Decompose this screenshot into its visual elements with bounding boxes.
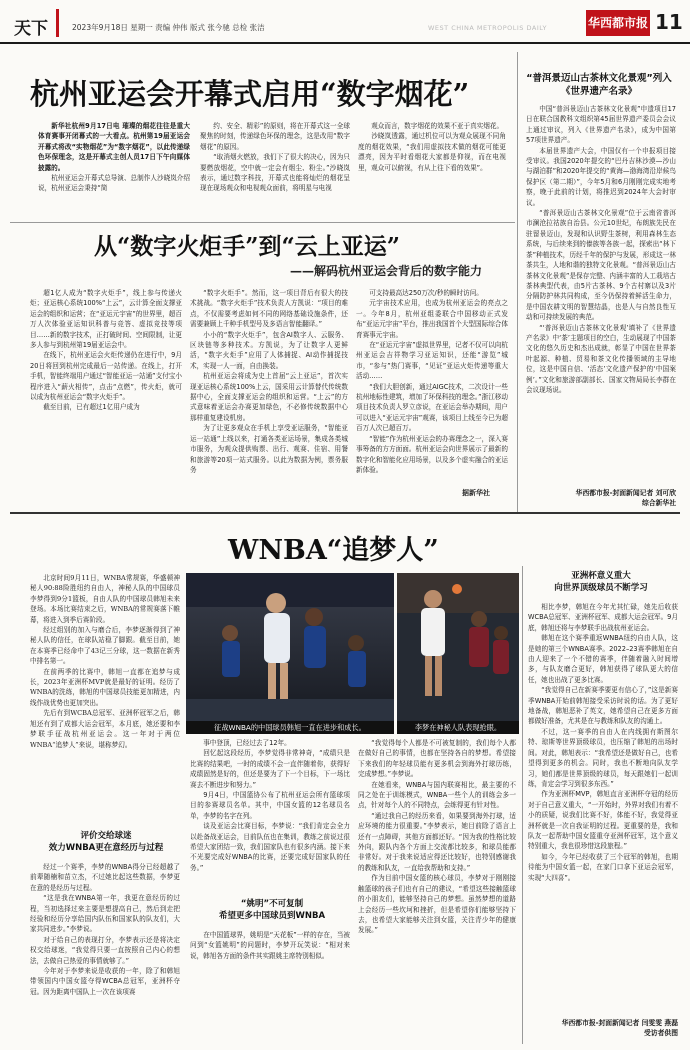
paragraph: 新华社杭州9月17日电 璀璨的烟花往往是重大体育赛事开闭幕式的一大看点。杭州第19届亚运会开幕式将改“实物烟花”为“数字烟花”，以此传递绿色环保理念，这是开幕式主创人员17日下午向媒体披露的。 — [38, 122, 190, 172]
paragraph: 杭州亚运会将成为史上首届“云上亚运”，首次实现亚运核心系统100%上云，国采用云计算替代传统数据中心，全面支撑亚运会的组织和运营。“上云”的方式意味着亚运会办赛更加绿色，不必修传统数据中心那样重复建设机房。 — [190, 372, 348, 422]
caption-han-xu: 征战WNBA的中国球员韩旭一直在进步和成长。 — [186, 721, 394, 734]
paragraph: “我觉得自己在新赛季要更有信心了，”这是新赛季WNBA开始前韩旭接受采访时说的话。为了更好地备战，韩旭恶补了英文，她希望自己在更多方面都做好准备，尤其是在与教练和队友的沟通上。 — [528, 686, 678, 726]
paragraph: 本届世界遗产大会，中国仅有一个申报项目接受审议。我国2020年提交的“巴丹吉林沙漠—沙山与湖泊群”和2020年提交的“黄海—渤海湾沿岸候鸟保护区（第二期）”，今年5月和6月刚刚完成实地考察，晚于此前的计划，将推迟到2024年大会时审议。 — [526, 146, 676, 207]
date-line: 2023年9月18日 星期一 责编 仲伟 版式 张今驰 总检 张洁 — [72, 23, 265, 32]
heritage-body — [526, 104, 676, 484]
smoke-col2 — [200, 121, 350, 219]
torch-col2 — [190, 288, 348, 498]
wnba-col-b2 — [190, 930, 350, 1040]
smoke-col1 — [38, 121, 190, 219]
torch-col3 — [356, 288, 508, 486]
paragraph: 北京时间9月11日，WNBA常规赛，华盛顿神秘人90:88险胜纽约自由人，神秘人队的中国球员李梦得到9分1篮板，自由人队的中国球员韩旭未来登场。本场比赛结束之后，WNBA的常规赛落下帷幕，将进入到季后赛阶段。 — [30, 574, 180, 624]
paragraph: 事中登顶，已经过去了12年。 — [203, 739, 291, 747]
paragraph: 小小的“数字火炬手”，包含AI数字人、云服务、区块链等多种技术。方凯说，为了让数字人更鲜活，“数字火炬手”应用了人体捕捉、AI动作捕捉技术，实现一人一面，自由换装。 — [190, 330, 348, 370]
paragraph: 回忆起这段经历，李梦觉得非常神奇，“成绩只是比赛的结果吧，一时的成绩不会一直伴随着你，获得好成绩固然是好的，但还是要为了下一个目标，下一场比赛去不断进步和努力。” — [190, 749, 350, 789]
paragraph: 沙晓岚透露，通过机位可以为观众展现不同角度的烟花效果，“我们用虚拟技术做的烟花可能更漂亮，因为平时看烟花大家都是仰视，而在电视里，观众可以俯视，有从上往下看的效果”。 — [358, 132, 506, 172]
paragraph: 谈及亚运会比赛目标，李梦说：“我们肯定会全力以赴备战亚运会，目前队伍也在集训，教练之前说过很希望大家团结一致，我们国家队也有很多内涵。接下来不光要完成好WNBA的比赛，还要完成好国家队的任务。” — [190, 822, 350, 872]
paragraph: 韩旭在这个赛季重返WNBA纽约自由人队，这是她的第三个WNBA赛季。2022–23赛季韩旭在自由人迎来了一个不错的赛季，伴随着融入时间增多，与队友磨合更好，韩旭获得了球队更大的信任，她也出战了更多比赛。 — [528, 634, 678, 684]
paragraph: 不过，这一赛季的自由人在内线拥有斯图尔特、琼斯等世界顶级球员，也压缩了韩旭的出场时间。对此，韩旭表示：“我希望还是做好自己，也希望得到更多的机会。同时，我也不断地向队友学习，她们都是世界顶级的球员，每天跟她们一起训练，肯定会学习到很多东西。” — [528, 727, 678, 788]
section-divider-line — [10, 512, 680, 514]
paragraph: 为了让更多观众在手机上享受亚运服务，“智能亚运一站通”上线以来，打通各类亚运场景，集成各类城市服务，为观众提供购票、出行、观赛、住宿、用餐和旅游等20项一站式服务。以此为数据为例，票务服务 — [190, 424, 348, 474]
paragraph: “我们大胆创新，通过AIGC技术，二次设计一些杭州地标性建筑，增加了环保科技的理念。”浙江移动项目技术负责人罗立彦说，在亚运会举办期间，用户可以进入“亚运元宇宙”观赛，该项目上线至今已为超百万人次已超百万。 — [356, 382, 508, 433]
heritage-source: 华西都市报-封面新闻记者 刘可欣 综合新华社 — [575, 489, 676, 507]
wnba-col-b — [190, 738, 350, 888]
subhead-yao-ming: “姚明”不可复制 希望更多中国球员到WNBA — [218, 899, 326, 921]
wnba-col-c — [358, 738, 516, 1040]
divider — [10, 222, 515, 223]
photo-han-xu-image — [186, 573, 394, 721]
torch-headline: 从“数字火炬手”到“云上亚运” — [94, 233, 400, 260]
torch-col1 — [30, 288, 182, 498]
masthead-english: WEST CHINA METROPOLIS DAILY — [428, 24, 547, 32]
paragraph: 9月4日，中国篮协公布了杭州亚运会所有篮球项目的参赛球员名单。其中，中国女篮的12名球员名单，李梦的名字在列。 — [190, 791, 350, 820]
section-title: 天下 — [14, 19, 48, 39]
column-divider — [522, 566, 523, 1044]
smoke-col3 — [358, 121, 506, 219]
paragraph: 杭州亚运会开幕式总导演、总制作人沙晓岚介绍说，杭州亚运会秉持“简 — [38, 174, 190, 193]
paragraph: 在中国篮球界，姚明是“天花板”一样的存在，当被问到“女篮姚明”的问题时，李梦开玩笑说：“相对来说，韩旭各方面的条件其实跟姚主席特别相似。 — [190, 931, 350, 960]
photo-li-meng-image — [397, 573, 519, 721]
heritage-headline: “普洱景迈山古茶林文化景观”列入《世界遗产名录》 — [526, 73, 672, 97]
paragraph: 相比李梦，韩旭在今年尤其忙碌，她先后收获WCBA总冠军、亚洲杯冠军、成都大运会冠军。9月底，韩旭还将与李梦联手出战杭州亚运会。 — [528, 603, 678, 632]
paragraph: 元宇宙技术应用，也成为杭州亚运会的亮点之一。今年8月，杭州亚组委联合中国移动正式发布“亚运元宇宙”平台，推出我国首个大型国际综合体育赛事元宇宙。 — [356, 299, 508, 339]
caption-li-meng: 李梦在神秘人队表现抢眼。 — [397, 721, 519, 734]
paragraph: “我觉得每个人都是不可被复制的，我们每个人都在做好自己的事情，也都在坚持各自的梦想。希望接下来我们的年轻球员能有更多机会到海外打球历练，完成梦想。”李梦说。 — [358, 739, 516, 779]
paragraph: 在“亚运元宇宙”虚拟世界里，记者不仅可以向杭州亚运会吉祥物学习亚运知识，还能“游览”城市，“参与”热门赛事，“见证”亚运火炬传递等重大活动…… — [356, 341, 508, 381]
photo-han-xu — [186, 573, 394, 721]
paragraph: 今年对于李梦来说是收获的一年，除了和韩旭带领国内中国女篮夺得WCBA总冠军，亚洲杯夺冠。因为距离中国队上一次在该项赛 — [30, 967, 180, 996]
paragraph: 中国“普洱景迈山古茶林文化景观”申遗项目17日在联合国教科文组织第45届世界遗产委员会会议上通过审议，列入《世界遗产名录》，成为中国第57项世界遗产。 — [526, 105, 676, 145]
paragraph: “这是我在WNBA第一年，我更在意经历的过程，当初选择过来主要是想提高自己，然后到走把经验和经历分享给国内队伍和国家队的队友们，大家共同进步。”李梦说。 — [30, 894, 180, 934]
paragraph: 作为亚洲杯MVP，韩旭直言亚洲杯夺冠的经历对于自己意义重大，“一开始时，外界对我们有着不小的质疑，说我们比赛不好，体能不好，我觉得亚洲杯就是一次自我证明的过程。更重要的是，我和队友一起帮助中国女篮重夺亚洲杯冠军，这个意义特别重大，我也很珍惜这段旅程。” — [528, 790, 678, 851]
paragraph: 约、安全、精彩”的原则，将在开幕式这一全球聚焦的时刻，传递绿色环保的理念，这是改用“数字烟花”的原因。 — [200, 122, 350, 151]
paragraph: 经过一个赛季，李梦的WNBA得分已经超越了前辈随楠和苗立杰，不过她比起这些数据，李梦更在意的是经历与过程。 — [30, 863, 180, 892]
paragraph: 对于给自己的表现打分，李梦表示还是将决定权交给球迷，“我觉得只要一直按照自己内心的想法，去做自己热爱的事情就够了。” — [30, 935, 180, 965]
paragraph: 在线下，杭州亚运会火炬传递仍在进行中，9月20日将回到杭州完成最后一站传递。在线上，打开手机，智能终端用户通过“智能亚运一站通”支付宝小程序进入“薪火相传”，点击“点燃”，传火炬，就可以成为杭州亚运会“数字火炬手”。 — [30, 351, 182, 402]
paragraph: 在前两季的比赛中，韩旭一直都在追梦与成长，2023年亚洲杯MVP就是最好的证明。经历了WNBA的洗练，韩旭的中国球员技能更加精进，内线作战优势也更加突出。 — [30, 667, 180, 707]
torch-source: 据新华社 — [462, 489, 490, 497]
paragraph: 截至目前，已有超过1亿用户成为 — [43, 403, 140, 412]
section-divider — [56, 9, 59, 37]
paragraph: 作为目前中国女篮的核心球员，李梦对于刚刚接触篮球的孩子们也有自己的建议，“希望这些接触篮球的小朋友们，能够坚持自己的梦想。虽然梦想的道路上会经历一些坎坷和挫折，但是希望你们能够坚持下去，也希望大家能够关注到女篮，关注青少年的健康发展。” — [358, 874, 516, 935]
smoke-headline: 杭州亚运会开幕式启用“数字烟花” — [30, 77, 470, 111]
paragraph: 在她看来，WNBA与国内联赛相比，最主要的不同之处在于训练模式，WNBA一些个人的训练会多一点，针对每个人的不同特点，会练得更有针对性。 — [358, 780, 516, 810]
wnba-lead — [30, 573, 180, 813]
wnba-col-a — [30, 862, 180, 1042]
paragraph: 经过组别的加入与磨合后，李梦逐渐得到了神秘人队的信任，在球队站稳了脚跟。截至目前，她在本赛季已经命中了43记三分球，这一数据在新秀中排名第一。 — [30, 626, 180, 666]
photo-li-meng — [397, 573, 519, 721]
wnba-source: 华西都市报-封面新闻记者 闫雯雯 燕磊 受访者供图 — [561, 1019, 678, 1037]
paragraph: 观众而言，数字烟花的效果不亚于真实烟花。 — [371, 122, 504, 130]
paragraph: “‘普洱景迈山古茶林文化景观’填补了《世界遗产名录》中‘茶’主题项目的空白，生动展现了中国茶文化的悠久历史和杰出成就，彰显了中国在世界茶叶起源、种植、贸易和茶文化传播领域的主导地位，这是中国自信、‘活态’文化遗产保护的‘中国案例’。”文化和旅游部副部长、国家文物局局长李群在会议现场说。 — [526, 323, 676, 394]
paragraph: “通过我自己的经历来看，如果要到海外打球，适应环境的能力很重要。”李梦表示，她目前除了语言上还有一点障碍，其他方面都还好。“因为我的性格比较外向，跟队内各个方面上交流都比较多，和球员能都非常好。对于我来说适应得还比较好，也特别感谢我的教练和队友，一直给我帮助和支持。” — [358, 811, 516, 872]
subhead-evaluate: 评价交给球迷 效力WNBA更在意经历与过程 — [48, 831, 164, 853]
page-number: 11 — [655, 10, 683, 34]
newspaper-logo: 华西都市报 — [586, 10, 650, 36]
torch-subheadline: ——解码杭州亚运会背后的数字能力 — [290, 264, 483, 278]
paragraph: 先后有到WCBA总冠军、亚洲杯冠军之后，韩旭还有到了成都大运会冠军，本月底，她还要和李梦联手征战杭州亚运会。这一年对于两位WNBA“追梦人”来说，堪称梦幻。 — [30, 709, 180, 749]
paragraph: “智能”作为杭州亚运会的办赛理念之一，深入赛事筹备的方方面面。杭州亚运会向世界展示了最新的数字化和智能化应用场景，以及多个虚实融合的亚运新体验。 — [356, 434, 508, 474]
paragraph: “普洱景迈山古茶林文化景观”位于云南省普洱市澜沧拉祜族自治县。公元10世纪，布朗族先民在驻留景迈山，发现和认识野生茶树，利用森林生态系统，与后续来到的傣族等各族一起，探索出“林下茶”种植技术，历经千年的保护与发展，形成这一林茶共生，人地和谐的独特文化景观。“普洱景迈山古茶林文化景观”是保存完整、内涵丰富的人工栽培古茶林典型代表，由5片古茶林、9个古村寨以及3片分隔防护林共同构成，至今仍保持着鲜活生命力，是中国农耕文明的智慧结晶，也是人与自然良性互动和可持续发展的典范。 — [526, 209, 676, 322]
paragraph: 可支持最高达250万次/秒的瞬时访问。 — [369, 289, 483, 297]
paragraph: “取消烟火燃放，我们下了很大的决心，因为只要燃放烟花，空中就一定会有烟尘、粉尘。”沙晓岚表示，通过数字科技，开幕式也能将灿烂的烟花呈现在现场观众和电视观众面前，将明星与电视 — [200, 153, 350, 193]
paragraph: 如今，今年已经收获了三个冠军的韩旭，也期待能为中国女篮一起，在家门口拿下亚运会冠军，实现“大四喜”。 — [528, 852, 678, 882]
subhead-asia-cup: 亚洲杯意义重大 向世界顶级球员不断学习 — [554, 571, 648, 593]
paragraph: “数字火炬手”。然而，这一项目背后有很大的技术挑战。“数字火炬手”技术负责人方凯说：“项目的难点，不仅需要考虑如何不同的网络基础设施条件，还需要兼顾上千种手机型号及多语言智能翻译。” — [190, 289, 348, 329]
wnba-headline: WNBA“追梦人” — [228, 535, 439, 566]
column-divider — [517, 52, 518, 512]
wnba-col-d — [528, 602, 678, 1014]
paragraph: 超1亿人成为“数字火炬手”，线上参与传递火炬；亚运核心系统100%“上云”，云计算全面支撑亚运会的组织和运营；在“亚运元宇宙”的世界里，超百万人次体验亚运知识科普与竞答、虚拟竞技等项目……新的数字技术，正打破时间、空间限制，让更多人参与到杭州第19届亚运会中。 — [30, 289, 182, 350]
